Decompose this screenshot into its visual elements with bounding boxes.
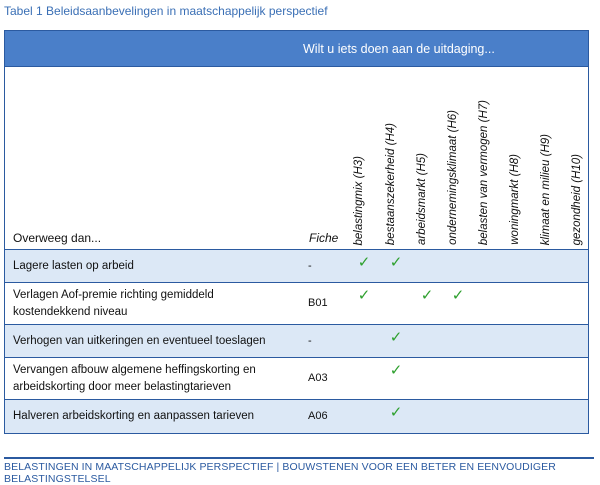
check-icon: ✓ <box>389 404 403 421</box>
row-fiche: A03 <box>308 372 328 384</box>
check-icon: ✓ <box>389 329 403 346</box>
row-fiche: - <box>308 335 312 347</box>
row-description <box>13 408 293 425</box>
table-row <box>5 325 588 358</box>
row-description <box>13 362 293 396</box>
row-description-line: Lagere lasten op arbeid <box>13 260 134 272</box>
column-header-label: bestaanszekerheid (H4) <box>385 122 397 245</box>
table-caption: Tabel 1 Beleidsaanbevelingen in maatschappelijk perspectief <box>4 4 328 18</box>
footer-divider <box>4 457 594 459</box>
column-header-label: klimaat en milieu (H9) <box>540 133 552 245</box>
table-row <box>5 283 588 325</box>
check-icon: ✓ <box>420 287 434 304</box>
column-header-4 <box>474 69 504 245</box>
table-row <box>5 250 588 283</box>
check-icon: ✓ <box>357 287 371 304</box>
row-fiche: A06 <box>308 410 328 422</box>
recommendations-table <box>4 30 589 434</box>
check-icon: ✓ <box>357 254 371 271</box>
header-fiche: Fiche <box>309 231 339 245</box>
column-header-label: belasten van vermogen (H7) <box>478 99 490 245</box>
row-description-line: Verhogen van uitkeringen en eventueel toeslagen <box>13 335 266 347</box>
row-description-line: kostendekkend niveau <box>13 306 128 318</box>
column-header-3 <box>443 69 473 245</box>
header-label: Overweeg dan... <box>13 231 102 245</box>
row-description-line: Halveren arbeidskorting en aanpassen tarieven <box>13 410 255 422</box>
column-header-label: arbeidsmarkt (H5) <box>416 152 428 245</box>
column-header-label: belastingmix (H3) <box>353 155 365 245</box>
column-header-1 <box>381 69 411 245</box>
check-icon: ✓ <box>451 287 465 304</box>
check-icon: ✓ <box>389 362 403 379</box>
column-header-label: gezondheid (H10) <box>571 153 583 245</box>
table-header <box>5 67 588 250</box>
column-header-2 <box>412 69 442 245</box>
row-fiche: - <box>308 260 312 272</box>
check-icon: ✓ <box>389 254 403 271</box>
row-description-line: Verlagen Aof-premie richting gemiddeld <box>13 289 214 301</box>
page-footer: BELASTINGEN IN MAATSCHAPPELIJK PERSPECTIEF | BOUWSTENEN VOOR EEN BETER EN EENVOUDIGER BELASTINGSTELSEL <box>4 461 556 485</box>
column-header-label: ondernemingsklimaat (H6) <box>447 110 459 245</box>
column-header-6 <box>536 69 566 245</box>
column-header-0 <box>349 69 379 245</box>
row-fiche: B01 <box>308 297 328 309</box>
column-header-7 <box>567 69 597 245</box>
row-description-line: arbeidskorting door meer belastingtarieven <box>13 381 231 393</box>
table-banner: Wilt u iets doen aan de uitdaging... <box>5 31 588 67</box>
table-body <box>5 250 588 433</box>
row-description <box>13 333 293 350</box>
column-header-label: woningmarkt (H8) <box>509 154 521 245</box>
row-description <box>13 258 293 275</box>
column-header-5 <box>505 69 535 245</box>
row-description-line: Vervangen afbouw algemene heffingskorting en <box>13 364 256 376</box>
row-description <box>13 287 293 321</box>
table-row <box>5 400 588 433</box>
table-row <box>5 358 588 400</box>
